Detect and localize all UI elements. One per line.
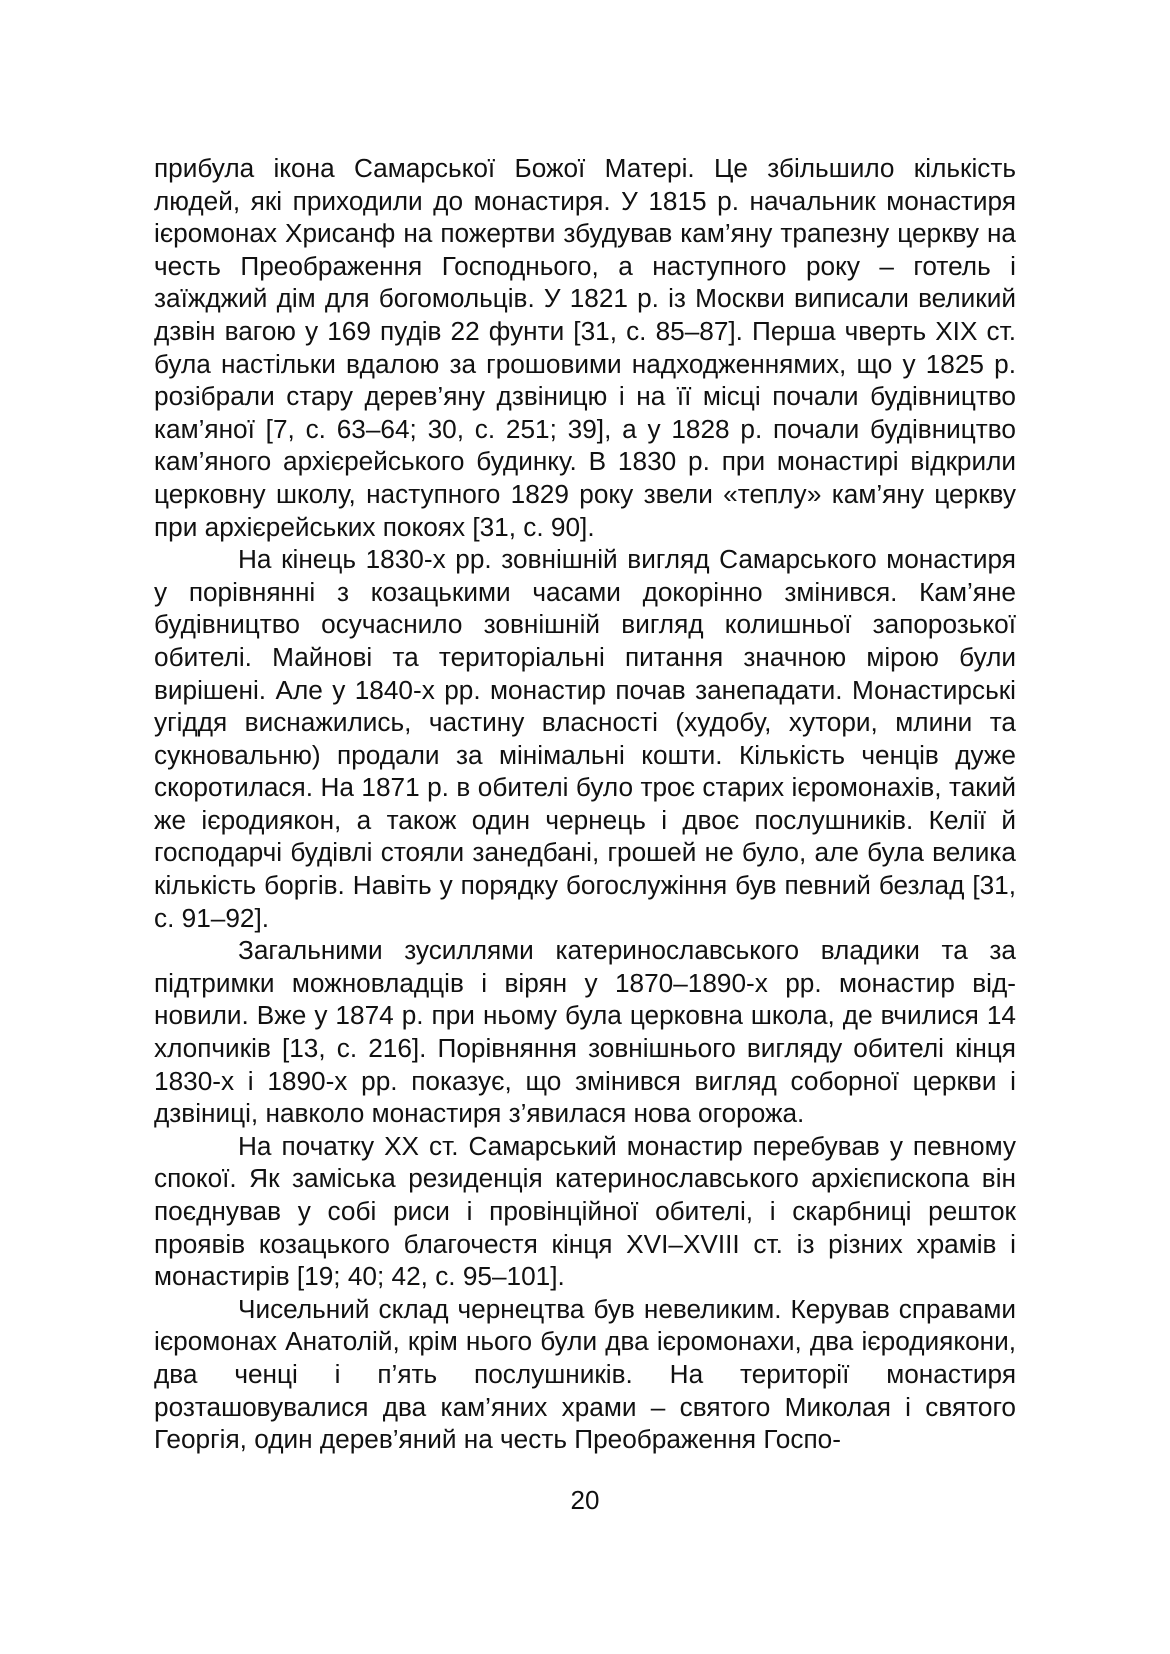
paragraph-4: На початку XX ст. Самарський монастир перебував у певному спокої. Як заміська резиденція катеринославського архієпископа він поєднував у собі риси і провінційної обителі, і скарбниці решток проявів козацького благочестя кінця XVI–XVIII ст. із різних храмів і монастирів [19; 40; 42, с. 95–101]. (154, 1130, 1016, 1292)
paragraph-3: Загальними зусиллями катеринославського владики та за підтримки можновладців і вірян у 1870–1890-х рр. монастир відновили. Вже у 1874 р. при ньому була церковна школа, де вчилися 14 хлопчиків [13, с. 216]. Порівняння зовнішнього вигляду обителі кінця 1830-х і 1890-х рр. показує, що змінився вигляд соборної церкви і дзвіниці, навколо монастиря з’явилася нова огорожа. (154, 935, 1016, 1129)
paragraph-1: прибула ікона Самарської Божої Матері. Це збільшило кількість людей, які приходили до монастиря. У 1815 р. начальник монастиря ієромонах Хрисанф на пожертви збудував кам’яну трапезну церкву на честь Преображення Господнього, а наступного року – готель і заїжджий дім для богомольців. У 1821 р. із Москви виписали великий дзвін вагою у 169 пудів 22 фунти [31, с. 85–87]. Перша чверть XIX ст. була настільки вдалою за грошовими надходженнямих, що у 1825 р. розібрали стару дерев’яну дзвіницю і на її місці почали будівництво кам’яної [7, с. 63–64; 30, с. 251; 39], а у 1828 р. почали будівництво кам’яного архієрейського будинку. В 1830 р. при монастирі відкрили церковну школу, наступного 1829 року звели «теплу» кам’яну церкву при архієрейських покоях [31, с. 90]. (154, 153, 1016, 542)
paragraph-5: Чисельний склад чернецтва був невеликим. Керував справами ієромонах Анатолій, крім нього були два ієромонахи, два ієродиякони, два ченці і п’ять послушників. На території монастиря розташовувалися два кам’яних храми – святого Миколая і святого Георгія, один дерев’яний на честь Преображення Госпо- (154, 1293, 1016, 1455)
page-number: 20 (570, 1485, 600, 1515)
paragraph-2: На кінець 1830-х рр. зовнішній вигляд Самарського монастиря у порівнянні з козацькими часами докорінно змінився. Кам’яне будівництво осучаснило зовнішній вигляд колишньої запорозької обителі. Майнові та територіальні питання значною мірою були вирішені. Але у 1840-х рр. монастир почав занепадати. Монастирські угіддя виснажились, частину власності (худобу, хутори, млини та сукновальню) продали за мінімальні кошти. Кількість ченців дуже скоротилася. На 1871 р. в обителі було троє старих ієромонахів, такий же ієродиякон, а також один чернець і двоє послушників. Келії й господарчі будівлі стояли занедбані, грошей не було, але була велика кількість боргів. Навіть у порядку богослужіння був певний безлад [31, с. 91–92]. (154, 544, 1016, 933)
body-text (154, 152, 1016, 1456)
